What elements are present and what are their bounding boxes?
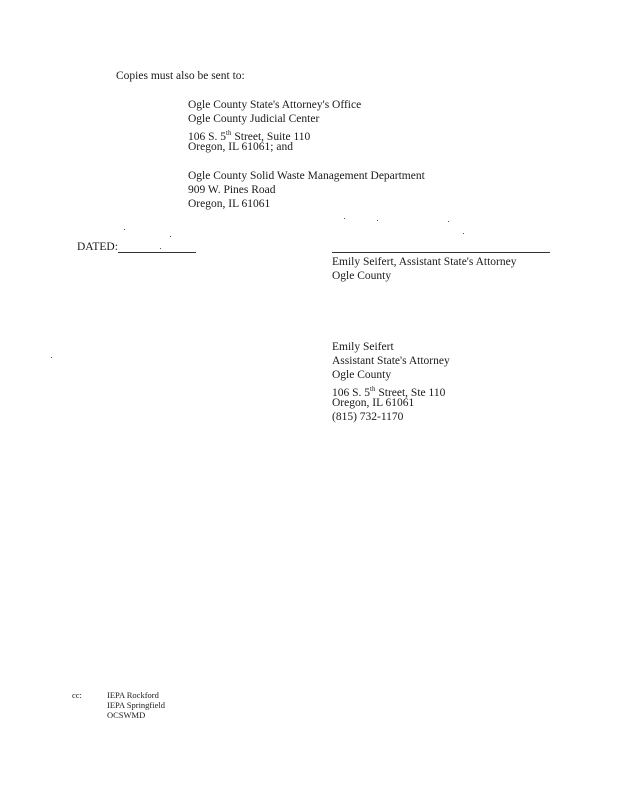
address-name: Emily Seifert: [332, 341, 394, 353]
scan-speck: [170, 236, 171, 237]
recipient-1-name: Ogle County State's Attorney's Office: [188, 99, 362, 111]
recipient-1-city: Oregon, IL 61061; and: [188, 141, 293, 153]
scan-speck: [344, 218, 345, 219]
scan-speck: [463, 233, 464, 234]
dated-label: DATED:: [77, 241, 118, 253]
address-street-ordinal: th: [370, 385, 376, 393]
recipient-1-street-name: Street, Suite 110: [231, 130, 311, 143]
scan-speck: [51, 357, 52, 358]
address-title: Assistant State's Attorney: [332, 355, 450, 367]
dated-line: [118, 252, 196, 253]
recipient-2-city: Oregon, IL 61061: [188, 198, 271, 210]
cc-label: cc:: [72, 690, 82, 700]
scan-speck: [124, 229, 125, 230]
signature-name-title: Emily Seifert, Assistant State's Attorney: [332, 256, 517, 268]
signature-county: Ogle County: [332, 270, 392, 282]
recipient-1-street-number: 106 S. 5: [188, 130, 227, 143]
cc-entry: OCSWMD: [107, 710, 146, 720]
scan-speck: [377, 220, 378, 221]
signature-line: [332, 252, 550, 253]
recipient-2-name: Ogle County Solid Waste Management Department: [188, 170, 425, 182]
recipient-1-building: Ogle County Judicial Center: [188, 113, 320, 125]
recipient-2-street: 909 W. Pines Road: [188, 184, 276, 196]
address-county: Ogle County: [332, 369, 392, 381]
scan-speck: [160, 248, 161, 249]
recipient-1-street-ordinal: th: [226, 129, 232, 137]
copies-heading: Copies must also be sent to:: [116, 70, 245, 82]
address-street-number: 106 S. 5: [332, 386, 371, 399]
cc-entry: IEPA Rockford: [107, 690, 159, 700]
scan-speck: [448, 221, 449, 222]
cc-entry: IEPA Springfield: [107, 700, 166, 710]
address-street-name: Street, Ste 110: [375, 386, 446, 399]
address-city: Oregon, IL 61061: [332, 397, 415, 409]
address-phone: (815) 732-1170: [332, 411, 404, 423]
